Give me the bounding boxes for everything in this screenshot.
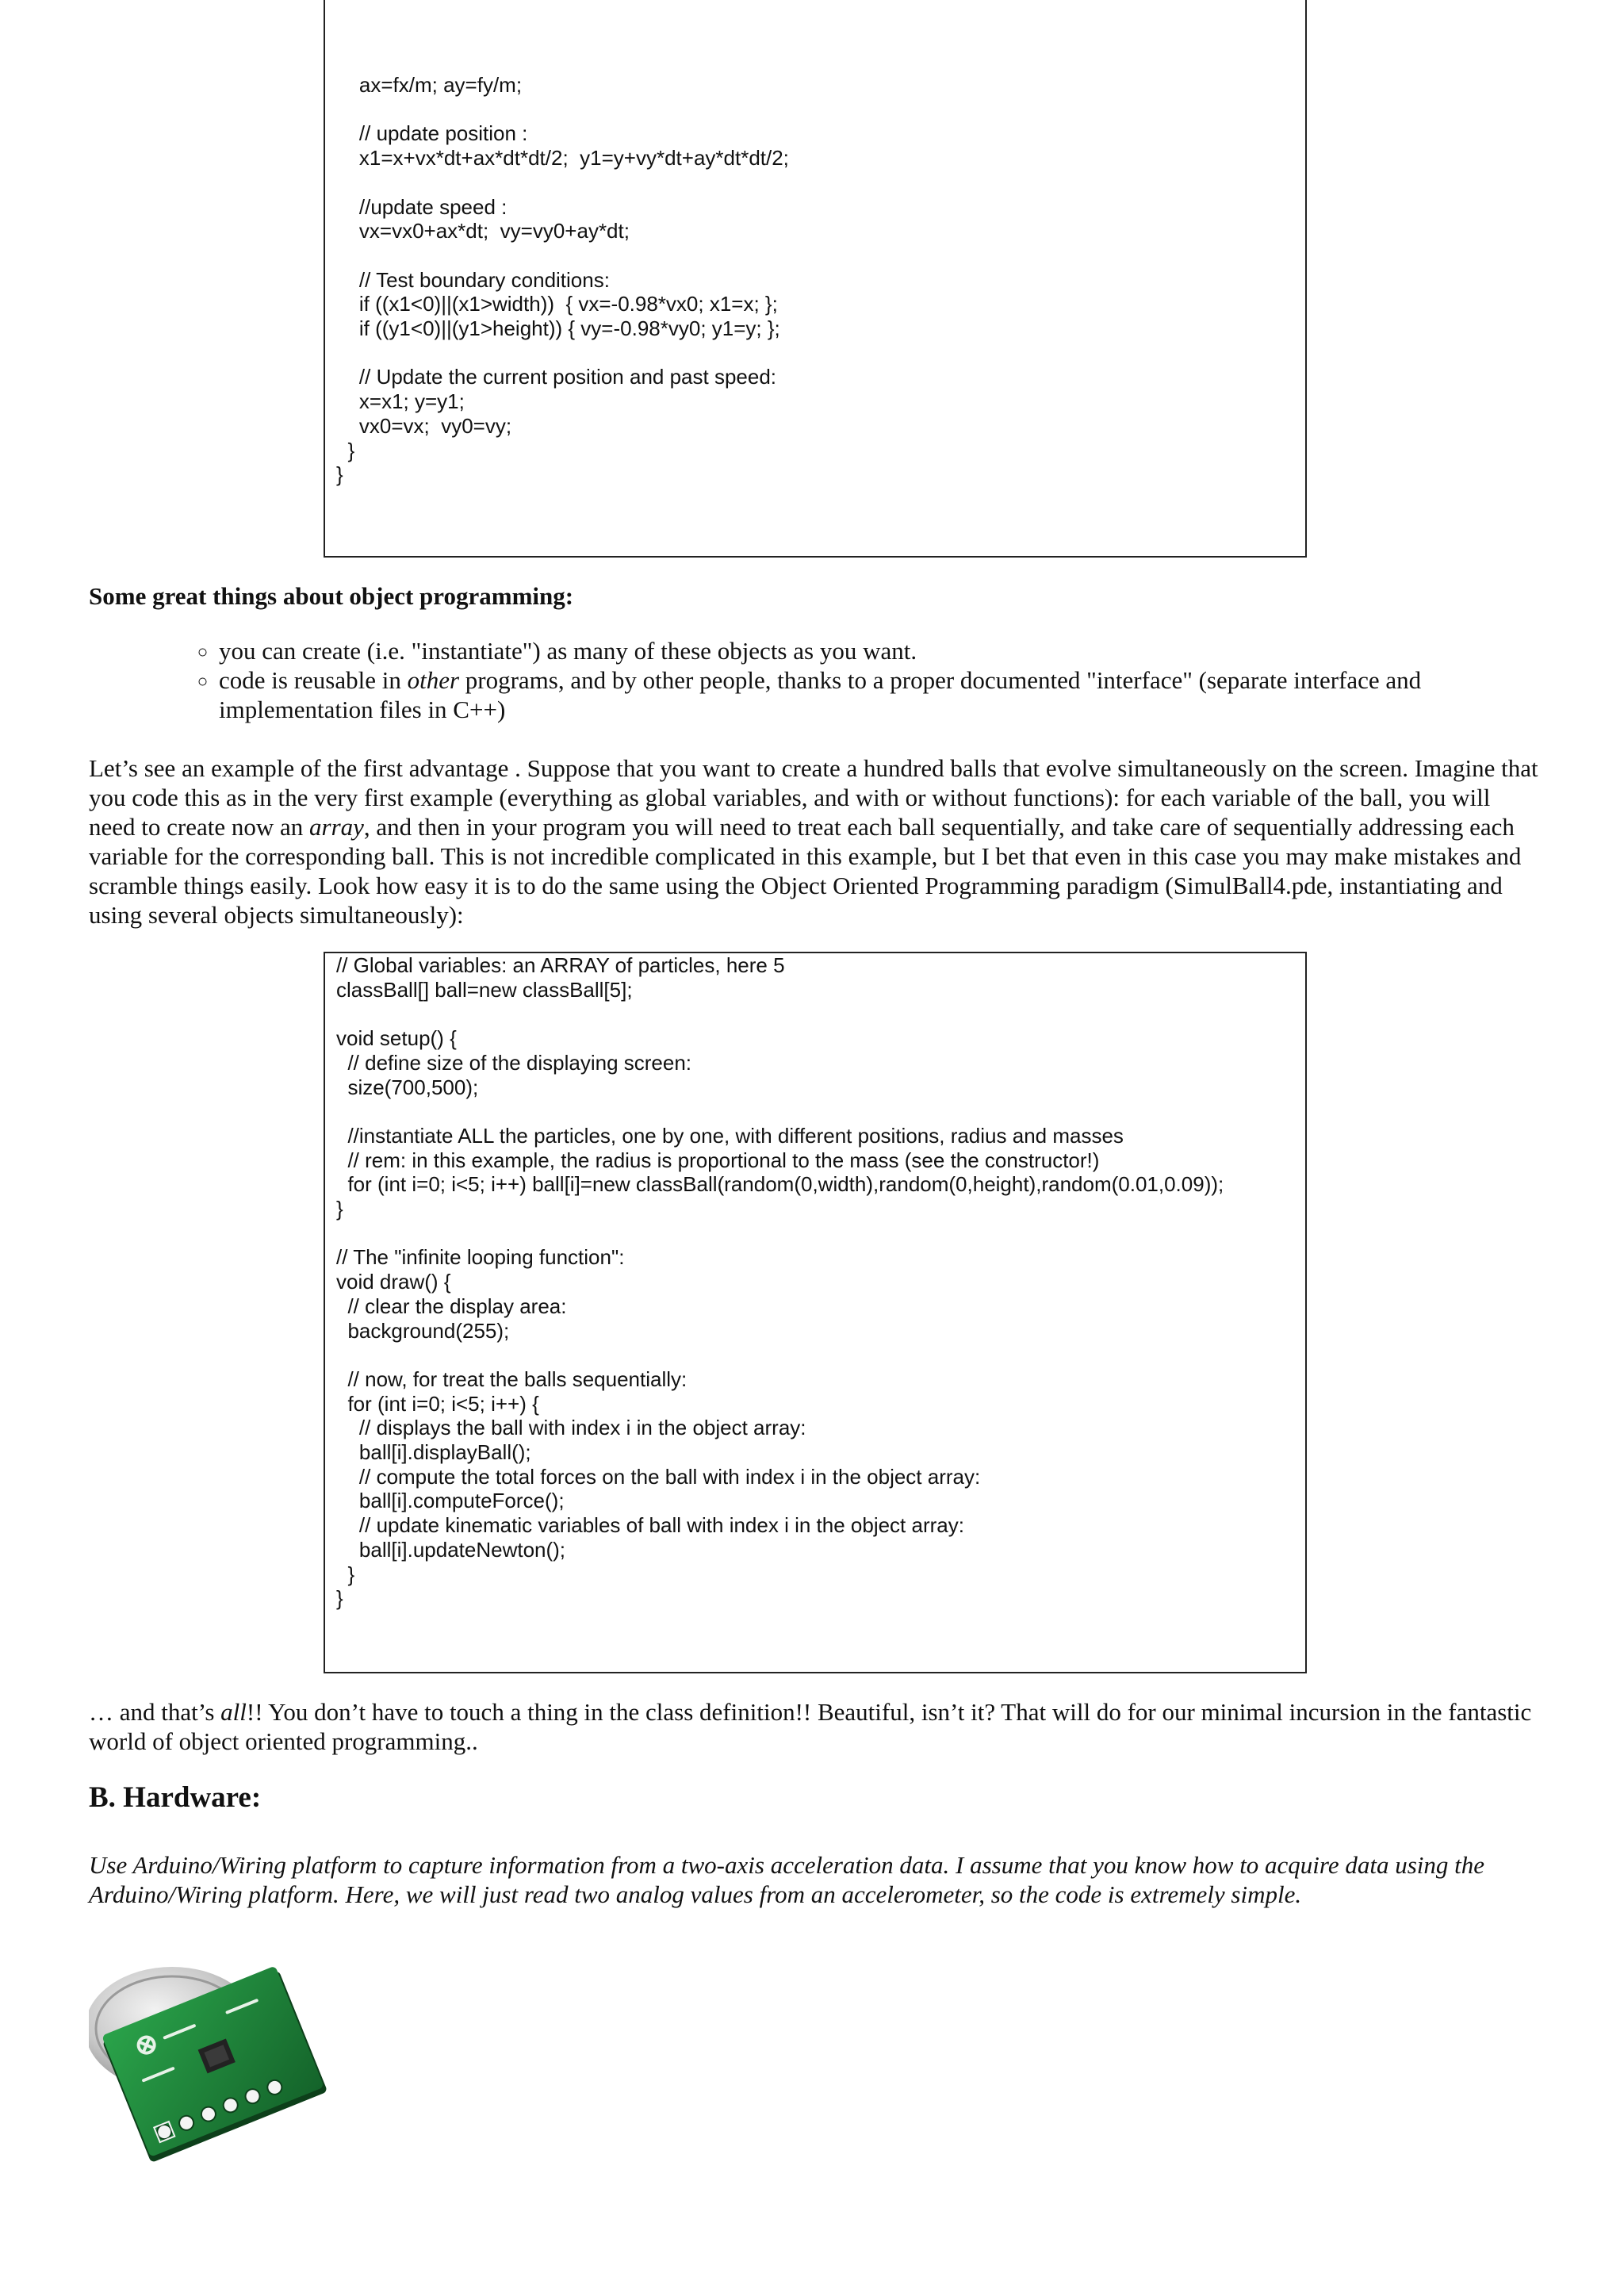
hardware-intro: Use Arduino/Wiring platform to capture information from a two-axis acceleration data. I assume that you know how to acquire data using the Arduino/Wiring platform. Here, we will just read two analog values from an accelerometer, so the code is extremely simple. — [89, 1851, 1485, 1908]
hardware-heading: B. Hardware: — [89, 1781, 262, 1814]
oop-advantages-list — [182, 636, 1567, 724]
code-block-continued — [324, 0, 1307, 558]
list-item: ◦ code is reusable in other programs, and by other people, thanks to a proper documented "interface" (separate interface and implementation files in C++) — [219, 665, 1567, 724]
paragraph-conclusion: … and that’s all!! You don’t have to touch a thing in the class definition!! Beautiful, isn’t it? That will do for our minimal incursion in the fantastic world of object oriented programming.. — [89, 1698, 1532, 1755]
accelerometer-board-icon — [89, 1941, 336, 2171]
paragraph-first-advantage: Let’s see an example of the first advantage . Suppose that you want to create a hundred balls that evolve simultaneously on the screen. Imagine that you code this as in the very first example (everything as global variables, and with or without functions): for each variable of the ball, you will need to create now an array, and then in your program you will need to treat each ball sequentially, and take care of sequentially addressing each variable for the corresponding ball. This is not incredible complicated in this example, but I bet that even in this case you may make mistakes and scramble things easily. Look how easy it is to do the same using the Object Oriented Programming paradigm (SimulBall4.pde, instantiating and using several objects simultaneously): — [89, 754, 1538, 929]
accelerometer-board-photo — [89, 1941, 336, 2171]
code-listing-1: ax=fx/m; ay=fy/m; // update position : x1=x+vx*dt+ax*dt*dt/2; y1=y+vy*dt+ay*dt*dt/2; //update speed : vx=vx0+ax*dt; vy=vy0+ay*dt; // Test boundary conditions: if ((x1<0)||(x1>width)) { vx=-0.98*vx0; x1=x; }; if ((y1<0)||(y1>height)) { vy=-0.98*vy0; y1=y; }; // Update the current position and past speed: x=x1; y=y1; vx0=vx; vy0=vy; } } — [336, 73, 789, 487]
oop-advantages-heading: Some great things about object programming: — [89, 582, 574, 610]
list-item: ◦ you can create (i.e. "instantiate") as many of these objects as you want. — [219, 636, 1567, 665]
code-block-simulball4 — [324, 952, 1307, 1673]
code-listing-2: // Global variables: an ARRAY of particles, here 5 classBall[] ball=new classBall[5]; void setup() { // define size of the displaying screen: size(700,500); //instantiate ALL the particles, one by one, with different positions, radius and masses // rem: in this example, the radius is proportional to the mass (see the constructor!) for (int i=0; i<5; i++) ball[i]=new classBall(random(0,width),random(0,height),random(0.01,0.09)); } // The "infinite looping function": void draw() { // clear the display area: background(255); // now, for treat the balls sequentially: for (int i=0; i<5; i++) { // displays the ball with index i in the object array: ball[i].displayBall(); // compute the total forces on the ball with index i in the object array: ball[i].computeForce(); // update kinematic variables of ball with index i in the object array: ball[i].updateNewton(); } } — [336, 953, 1224, 1611]
